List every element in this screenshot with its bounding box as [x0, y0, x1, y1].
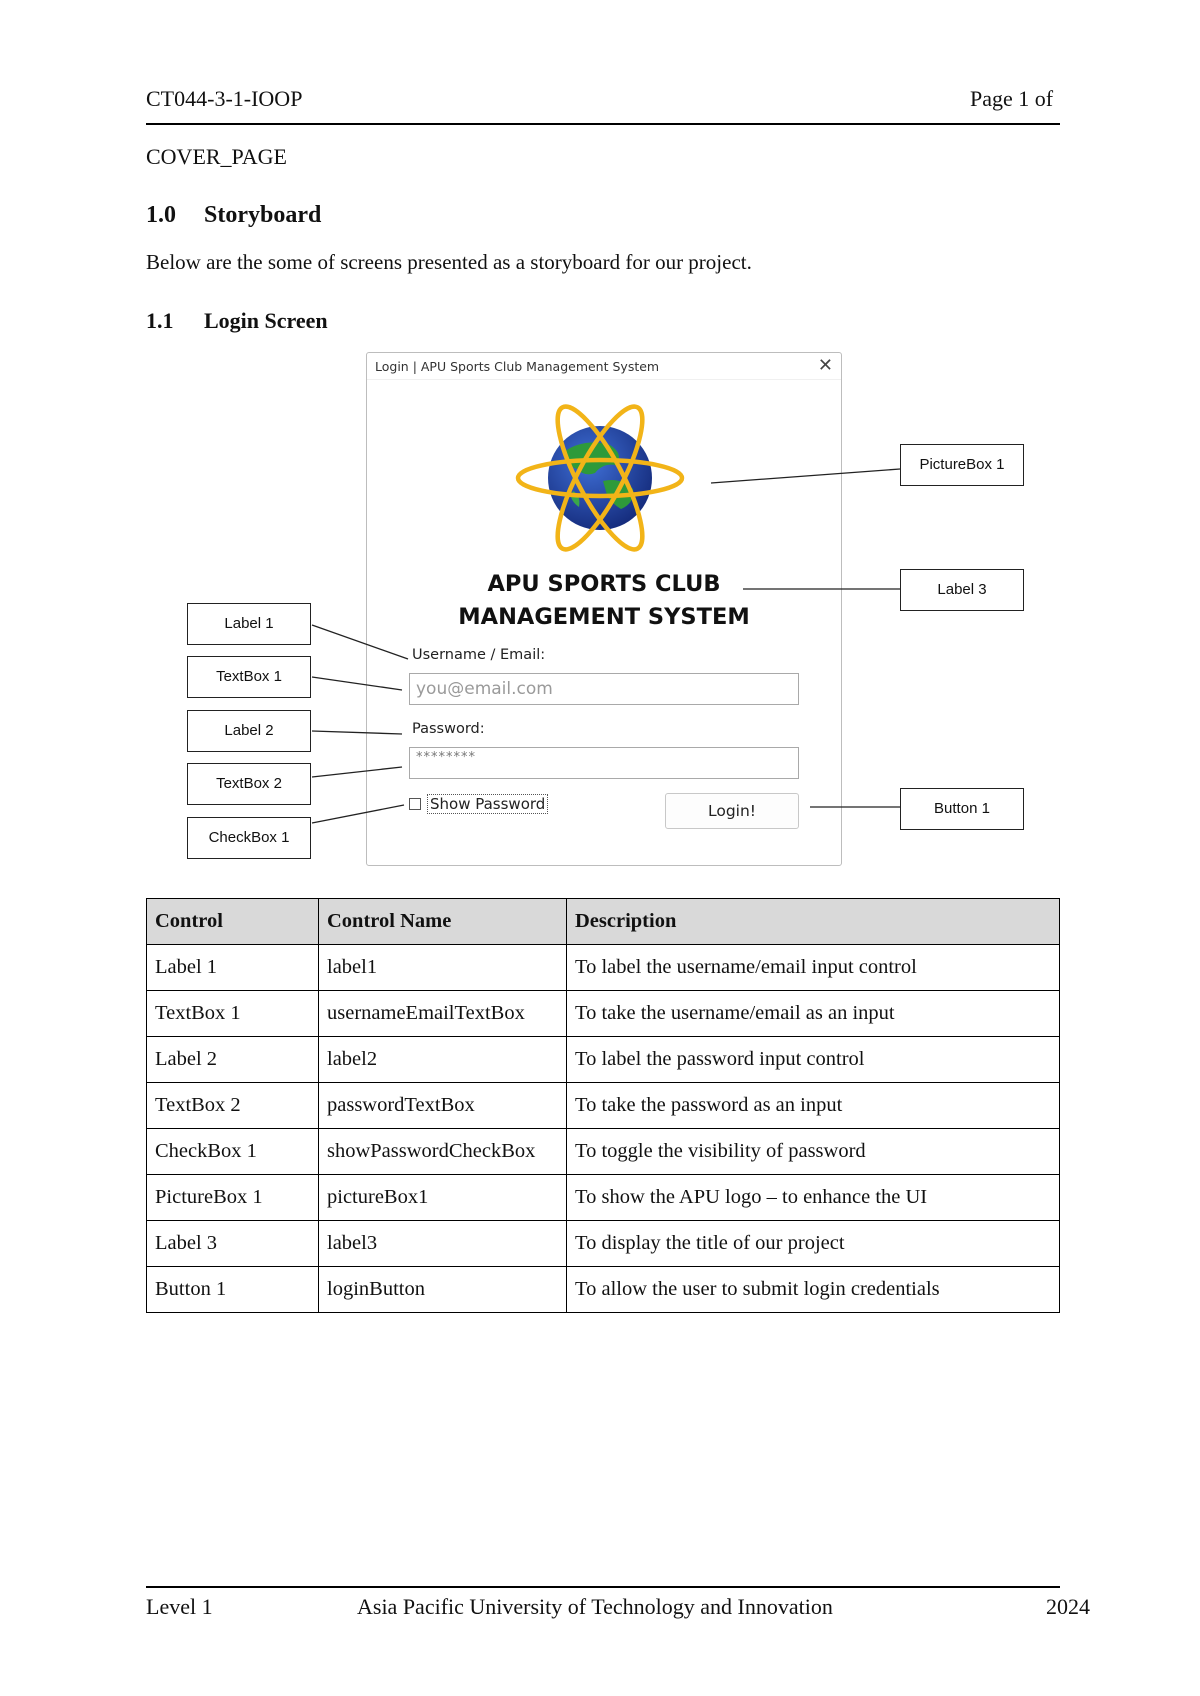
app-title-line-1: APU SPORTS CLUB — [487, 571, 721, 597]
cell-control-name: label2 — [319, 1037, 567, 1083]
callout-textbox1: TextBox 1 — [187, 656, 311, 698]
header-page-number: Page 1 of — [970, 86, 1054, 111]
subsection-heading — [146, 308, 328, 334]
footer-level: Level 1 — [146, 1594, 213, 1619]
intro-paragraph: Below are the some of screens presented as a storyboard for our project. — [146, 250, 752, 274]
cell-description: To take the password as an input — [567, 1083, 1060, 1129]
callout-label1: Label 1 — [187, 603, 311, 645]
cell-description: To label the username/email input control — [567, 945, 1060, 991]
cell-control-name: loginButton — [319, 1267, 567, 1313]
cell-control: TextBox 1 — [147, 991, 319, 1037]
username-input[interactable]: you@email.com — [409, 673, 799, 705]
header-course-code: CT044-3-1-IOOP — [146, 86, 303, 111]
header-control-name: Control Name — [319, 899, 567, 945]
cell-control-name: usernameEmailTextBox — [319, 991, 567, 1037]
callout-label2: Label 2 — [187, 710, 311, 752]
show-password-label[interactable]: Show Password — [427, 794, 548, 814]
table-row — [147, 991, 1060, 1037]
footer-divider — [146, 1586, 1060, 1588]
app-title-line-2: MANAGEMENT SYSTEM — [458, 604, 750, 630]
cell-control: Label 1 — [147, 945, 319, 991]
controls-table — [146, 898, 1060, 1313]
cell-control-name: showPasswordCheckBox — [319, 1129, 567, 1175]
cell-control: Label 2 — [147, 1037, 319, 1083]
callout-textbox2: TextBox 2 — [187, 763, 311, 805]
callout-checkbox1: CheckBox 1 — [187, 817, 311, 859]
table-row — [147, 1083, 1060, 1129]
section-number: 1.0 — [146, 202, 176, 228]
table-row — [147, 1267, 1060, 1313]
callout-picturebox1: PictureBox 1 — [900, 444, 1024, 486]
table-row — [147, 1175, 1060, 1221]
subsection-number: 1.1 — [146, 308, 174, 333]
cell-description: To label the password input control — [567, 1037, 1060, 1083]
cell-description: To take the username/email as an input — [567, 991, 1060, 1037]
table-row — [147, 1221, 1060, 1267]
cell-control-name: passwordTextBox — [319, 1083, 567, 1129]
password-label: Password: — [412, 721, 485, 737]
password-input[interactable]: ******** — [409, 747, 799, 779]
cell-description: To display the title of our project — [567, 1221, 1060, 1267]
cell-control: TextBox 2 — [147, 1083, 319, 1129]
login-window-screenshot — [366, 352, 842, 866]
cell-control: Button 1 — [147, 1267, 319, 1313]
callout-button1: Button 1 — [900, 788, 1024, 830]
window-title: Login | APU Sports Club Management System — [375, 359, 660, 374]
table-header-row — [147, 899, 1060, 945]
cell-control-name: pictureBox1 — [319, 1175, 567, 1221]
apu-globe-logo-icon — [515, 403, 685, 553]
subsection-title: Login Screen — [204, 308, 328, 333]
globe-ocean — [548, 426, 652, 530]
cell-control-name: label3 — [319, 1221, 567, 1267]
header-control: Control — [147, 899, 319, 945]
header-divider — [146, 123, 1060, 125]
footer-university: Asia Pacific University of Technology and Innovation — [357, 1594, 833, 1619]
table-row — [147, 945, 1060, 991]
footer-year: 2024 — [1046, 1594, 1090, 1619]
username-label: Username / Email: — [412, 647, 546, 663]
section-label: COVER_PAGE — [146, 144, 287, 169]
header-description: Description — [567, 899, 1060, 945]
close-icon[interactable]: ✕ — [817, 355, 833, 376]
cell-control: Label 3 — [147, 1221, 319, 1267]
callout-label3: Label 3 — [900, 569, 1024, 611]
cell-control: CheckBox 1 — [147, 1129, 319, 1175]
table-row — [147, 1129, 1060, 1175]
cell-description: To toggle the visibility of password — [567, 1129, 1060, 1175]
login-button[interactable]: Login! — [665, 793, 799, 829]
cell-control-name: label1 — [319, 945, 567, 991]
cell-description: To allow the user to submit login credentials — [567, 1267, 1060, 1313]
table-row — [147, 1037, 1060, 1083]
section-heading — [146, 202, 321, 229]
cell-control: PictureBox 1 — [147, 1175, 319, 1221]
show-password-checkbox[interactable] — [409, 798, 421, 810]
section-title: Storyboard — [204, 202, 322, 228]
cell-description: To show the APU logo – to enhance the UI — [567, 1175, 1060, 1221]
title-bar-divider — [367, 379, 841, 380]
